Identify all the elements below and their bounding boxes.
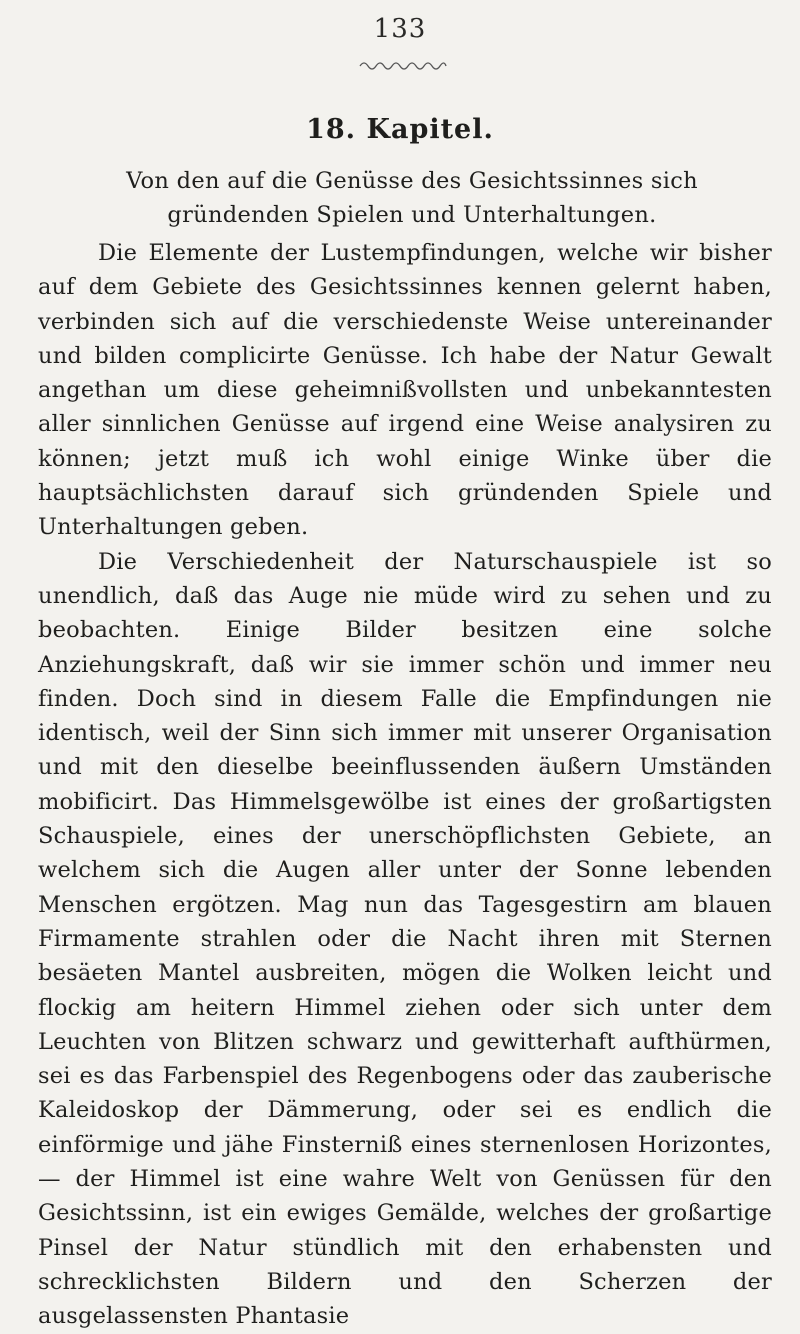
paragraph: Die Elemente der Lustempfindungen, welche wir bisher auf dem Gebiete des Gesichtssinnes kennen gelernt haben, verbinden sich auf die verschiedenste Weise untereinander und bilden complicirte Genüsse. Ich habe der Natur Gewalt angethan um diese geheimnißvollsten und unbekanntesten aller sinnlichen Genüsse auf irgend eine Weise analysiren zu können; jetzt muß ich wohl einige Winke über die hauptsächlichsten darauf sich gründenden Spiele und Unterhaltungen geben.	[38, 240, 772, 541]
chapter-subtitle: Von den auf die Genüsse des Gesichtssinnes sich gründenden Spielen und Unterhaltungen.	[126, 168, 698, 228]
chapter-title: 18. Kapitel.	[306, 114, 494, 145]
page-number: 133	[373, 14, 427, 44]
paragraph: Die Verschiedenheit der Naturschauspiele ist so unendlich, daß das Auge nie müde wird zu sehen und zu beobachten. Einige Bilder besitzen eine solche Anziehungskraft, daß wir sie immer schön und immer neu finden. Doch sind in diesem Falle die Empfindungen nie identisch, weil der Sinn sich immer mit unserer Organisation und mit den dieselbe beeinflussenden äußern Umständen mobificirt. Das Himmelsgewölbe ist eines der großartigsten Schauspiele, eines der unerschöpflichsten Gebiete, an welchem sich die Augen aller unter der Sonne lebenden Menschen ergötzen. Mag nun das Tagesgestirn am blauen Firmamente strahlen oder die Nacht ihren mit Sternen besäeten Mantel ausbreiten, mögen die Wolken leicht und flockig am heitern Himmel ziehen oder sich unter dem Leuchten von Blitzen schwarz und gewitterhaft aufthürmen, sei es das Farbenspiel des Regenbogens oder das zauberische Kaleidoskop der Dämmerung, oder sei es endlich die einförmige und jähe Finsterniß eines sternenlosen Horizontes, — der Himmel ist eine wahre Welt von Genüssen für den Gesichtssinn, ist ein ewiges Gemälde, welches der großartige Pinsel der Natur stündlich mit den erhabensten und schrecklichsten Bildern und den Scherzen der ausgelassensten Phantasie	[38, 548, 772, 1330]
body-text	[38, 236, 772, 1334]
page-number-ornament	[358, 58, 448, 70]
